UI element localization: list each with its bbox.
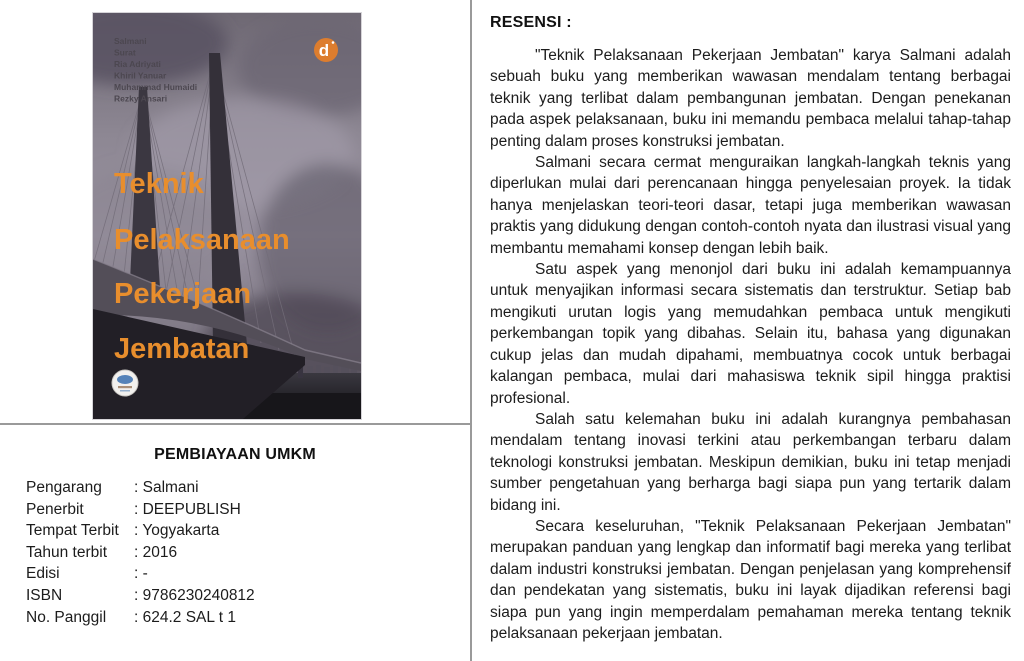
review-heading: RESENSI : [490,14,572,31]
cover-author: Surat [114,47,136,58]
metadata-label: Pengarang [26,479,102,496]
metadata-value: : - [134,565,148,583]
publisher-logo-icon [314,38,338,62]
metadata-row [26,542,456,564]
horizontal-divider [0,423,471,425]
book-cover [92,12,362,420]
review-paragraph: Salmani secara cermat menguraikan langkah-langkah teknis yang diperlukan mulai dari perencanaan hingga penyelesaian proyek. Ia tidak hanya menjelaskan teori-teori dasar, tetapi juga memberikan wawasan praktis yang didukung dengan contoh-contoh nyata dan ilustrasi visual yang membantu memahami konsep dengan lebih baik. [490,154,1011,257]
review-paragraph: "Teknik Pelaksanaan Pekerjaan Jembatan" karya Salmani adalah sebuah buku yang memberikan wawasan mendalam tentang berbagai teknik yang terlibat dalam pembangunan jembatan. Dengan penekanan pada aspek pelaksanaan, buku ini memandu pembaca melalui tahap-tahap penting dalam proses konstruksi jembatan. [490,47,1011,150]
metadata-value: : Yogyakarta [134,522,220,540]
university-badge-icon [112,370,138,396]
metadata-row [26,520,456,542]
bridge-cover-illustration [93,13,361,419]
cover-author: Muhammad Humaidi [114,82,198,92]
metadata-label: No. Panggil [26,608,107,626]
metadata-value: : Salmani [134,479,199,496]
cover-title-line: Jembatan [114,333,250,365]
metadata-row [26,499,456,521]
svg-text:d: d [318,41,330,60]
metadata-label: Edisi [26,565,60,583]
review-paragraph: Satu aspek yang menonjol dari buku ini adalah kemampuannya untuk menyajikan informasi secara sistematis dan terstruktur. Setiap bab mengikuti urutan logis yang memudahkan pembaca untuk mengikuti perkembangan topik yang dibahas. Selain itu, bahasa yang digunakan cukup jelas dan mudah dipahami, membuatnya cocok untuk berbagai kalangan pembaca, mulai dari mahasiswa teknik sipil hingga praktisi profesional. [490,261,1011,407]
metadata-row [26,585,456,607]
metadata-value: : 2016 [134,543,178,561]
metadata-label: Penerbit [26,500,84,518]
cover-author: Salmani [114,36,147,46]
review-paragraph: Salah satu kelemahan buku ini adalah kurangnya pembahasan mendalam tentang inovasi terkini atau perkembangan terbaru dalam teknologi konstruksi jembatan. Meskipun demikian, buku ini tetap menjadi sumber pengetahuan yang berharga bagi siapa pun yang tertarik dalam bidang ini. [490,410,1011,514]
metadata-row [26,563,456,585]
cover-title-line: Pelaksanaan [114,224,290,256]
review-section [490,14,1011,644]
metadata-value: : DEEPUBLISH [134,500,241,518]
cover-author: Rezky Ansari [114,93,168,104]
metadata-label: ISBN [26,586,63,604]
book-metadata [26,477,456,628]
metadata-row [26,477,456,499]
metadata-value: : 624.2 SAL t 1 [134,608,236,626]
metadata-value: : 9786230240812 [134,586,255,604]
cover-title-line: Teknik [114,168,204,200]
metadata-label: Tahun terbit [26,543,107,561]
metadata-row [26,607,456,629]
section-title: PEMBIAYAAN UMKM [154,446,316,463]
review-paragraph: Secara keseluruhan, "Teknik Pelaksanaan Pekerjaan Jembatan" merupakan panduan yang lengkap dan informatif bagi mereka yang terlibat dalam industri konstruksi jembatan. Dengan penjelasan yang komprehensif dan pendekatan yang sistematis, buku ini layak dijadikan referensi bagi siapa pun yang ingin memperdalam pemahaman mereka tentang teknik pelaksanaan pekerjaan jembatan. [490,517,1011,642]
cover-title-line: Pekerjaan [114,278,252,310]
column-divider [470,0,472,661]
metadata-label: Tempat Terbit [26,522,119,540]
cover-author: Ria Adriyati [114,59,161,69]
cover-author: Khiril Yanuar [114,70,167,81]
